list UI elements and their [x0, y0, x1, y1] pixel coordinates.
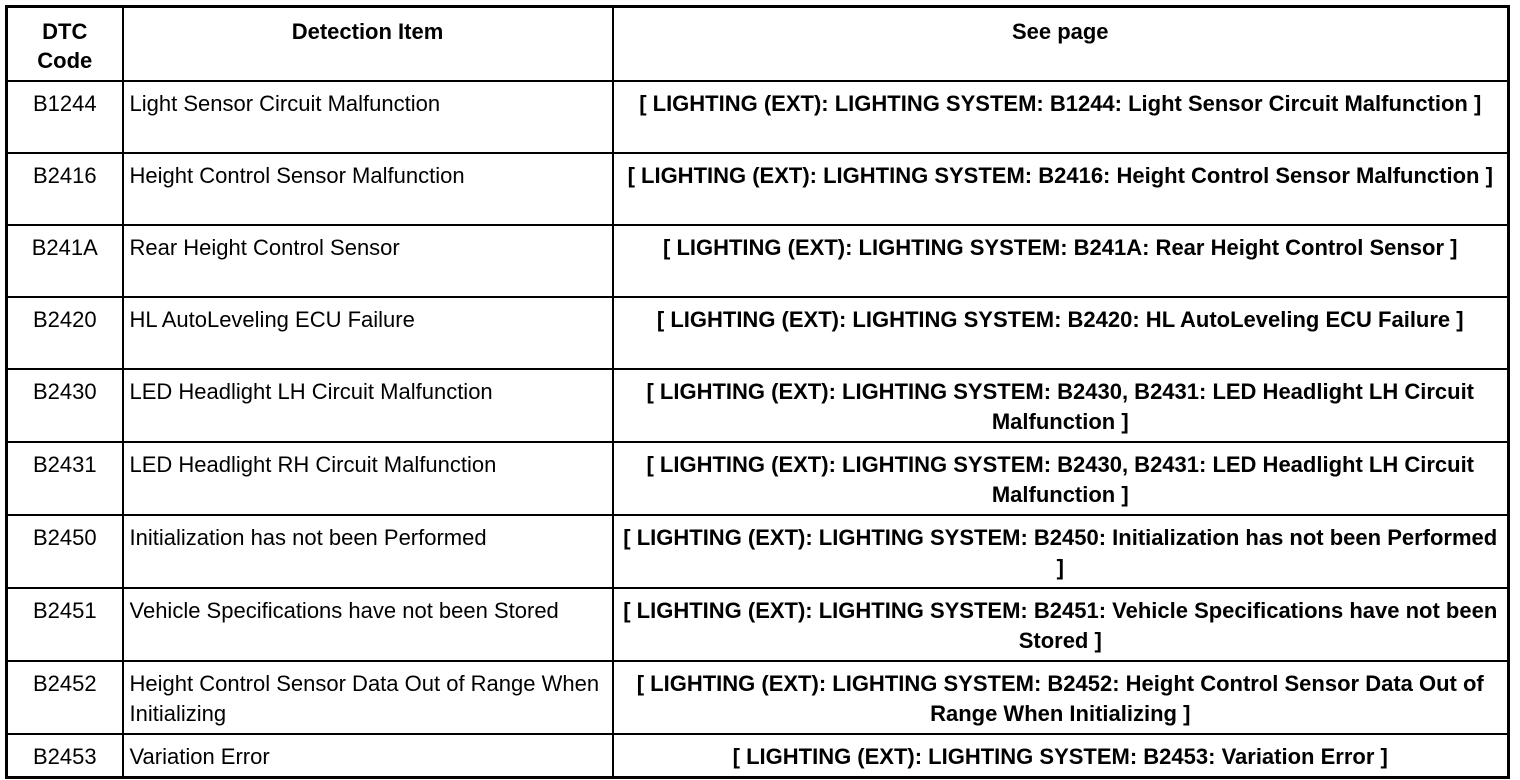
see-page-link[interactable]: [ LIGHTING (EXT): LIGHTING SYSTEM: B2451: Vehicle Specifications have not been Stored ]: [613, 588, 1509, 661]
see-page-link[interactable]: [ LIGHTING (EXT): LIGHTING SYSTEM: B241A: Rear Height Control Sensor ]: [613, 225, 1509, 297]
header-detection-item: Detection Item: [123, 7, 613, 81]
detection-item-cell: Rear Height Control Sensor: [123, 225, 613, 297]
dtc-code-cell: B2430: [7, 369, 123, 442]
detection-item-cell: Initialization has not been Performed: [123, 515, 613, 588]
table-row: [7, 734, 1509, 778]
table-row: [7, 225, 1509, 297]
dtc-code-cell: B1244: [7, 81, 123, 153]
see-page-link[interactable]: [ LIGHTING (EXT): LIGHTING SYSTEM: B2450: Initialization has not been Performed ]: [613, 515, 1509, 588]
table-row: [7, 515, 1509, 588]
detection-item-cell: Light Sensor Circuit Malfunction: [123, 81, 613, 153]
detection-item-cell: Variation Error: [123, 734, 613, 778]
dtc-table: [5, 5, 1510, 779]
table-row: [7, 297, 1509, 369]
detection-item-cell: LED Headlight LH Circuit Malfunction: [123, 369, 613, 442]
see-page-link[interactable]: [ LIGHTING (EXT): LIGHTING SYSTEM: B2453: Variation Error ]: [613, 734, 1509, 778]
dtc-code-cell: B2416: [7, 153, 123, 225]
see-page-link[interactable]: [ LIGHTING (EXT): LIGHTING SYSTEM: B2430, B2431: LED Headlight LH Circuit Malfunction ]: [613, 442, 1509, 515]
dtc-code-cell: B2420: [7, 297, 123, 369]
dtc-code-cell: B2451: [7, 588, 123, 661]
table-row: [7, 153, 1509, 225]
dtc-code-cell: B2452: [7, 661, 123, 734]
dtc-code-cell: B241A: [7, 225, 123, 297]
dtc-code-cell: B2431: [7, 442, 123, 515]
detection-item-cell: HL AutoLeveling ECU Failure: [123, 297, 613, 369]
see-page-link[interactable]: [ LIGHTING (EXT): LIGHTING SYSTEM: B2416: Height Control Sensor Malfunction ]: [613, 153, 1509, 225]
detection-item-cell: LED Headlight RH Circuit Malfunction: [123, 442, 613, 515]
table-row: [7, 588, 1509, 661]
detection-item-cell: Height Control Sensor Malfunction: [123, 153, 613, 225]
table-header-row: [7, 7, 1509, 81]
header-see-page: See page: [613, 7, 1509, 81]
see-page-link[interactable]: [ LIGHTING (EXT): LIGHTING SYSTEM: B2420: HL AutoLeveling ECU Failure ]: [613, 297, 1509, 369]
table-row: [7, 369, 1509, 442]
table-row: [7, 661, 1509, 734]
table-row: [7, 81, 1509, 153]
see-page-link[interactable]: [ LIGHTING (EXT): LIGHTING SYSTEM: B1244: Light Sensor Circuit Malfunction ]: [613, 81, 1509, 153]
dtc-code-cell: B2453: [7, 734, 123, 778]
table-row: [7, 442, 1509, 515]
detection-item-cell: Vehicle Specifications have not been Stored: [123, 588, 613, 661]
detection-item-cell: Height Control Sensor Data Out of Range When Initializing: [123, 661, 613, 734]
see-page-link[interactable]: [ LIGHTING (EXT): LIGHTING SYSTEM: B2430, B2431: LED Headlight LH Circuit Malfunction ]: [613, 369, 1509, 442]
see-page-link[interactable]: [ LIGHTING (EXT): LIGHTING SYSTEM: B2452: Height Control Sensor Data Out of Range When Initializing ]: [613, 661, 1509, 734]
dtc-code-cell: B2450: [7, 515, 123, 588]
header-dtc-code: DTC Code: [7, 7, 123, 81]
